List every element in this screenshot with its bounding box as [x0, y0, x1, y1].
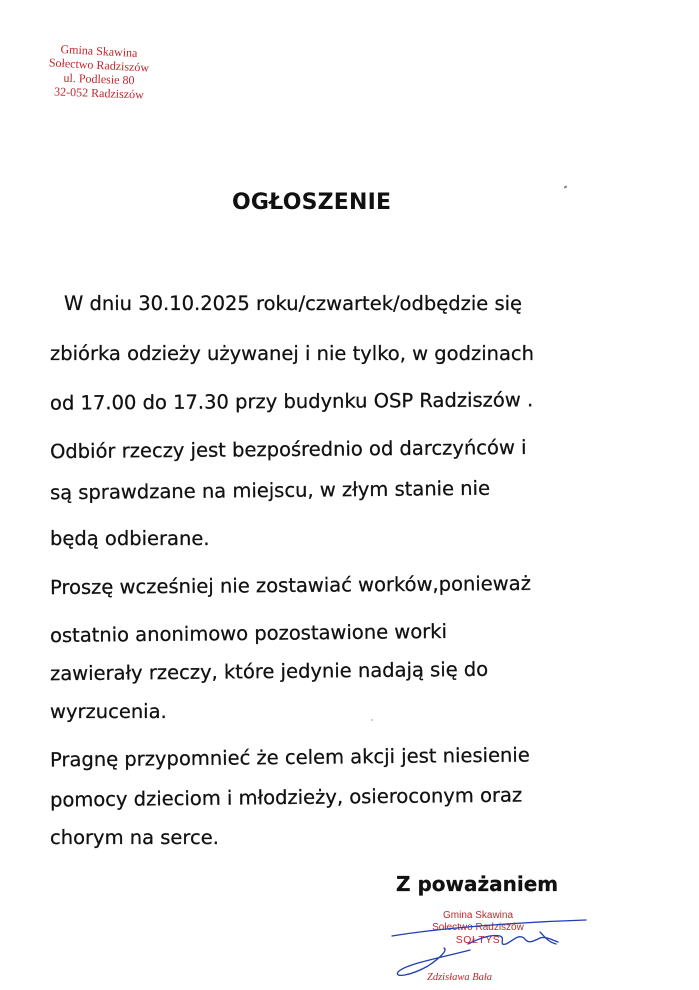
body-line-10: wyrzucenia. [50, 700, 167, 723]
body-line-11: Pragnę przypomnieć że celem akcji jest niesienie [49, 743, 530, 772]
body-line-2: zbiórka odzieży używanej i nie tylko, w godzinach [50, 342, 535, 365]
signature-stamp-name: Zdzisława Bała [427, 972, 493, 983]
stamp-line-municipality: Gmina Skawina [60, 41, 138, 61]
signature-loop-stroke [397, 948, 470, 975]
stamp-line-street: ul. Podlesie 80 [63, 70, 135, 88]
closing-salutation: Z poważaniem [396, 872, 559, 896]
body-line-3: od 17.00 do 17.30 przy budynku OSP Radziszów . [49, 388, 534, 415]
body-line-8: ostatnio anonimowo pozostawione worki [49, 619, 448, 648]
body-line-5: są sprawdzane na miejscu, w złym stanie nie [49, 476, 491, 505]
body-line-9: zawierały rzeczy, które jedynie nadają się do [49, 657, 489, 686]
body-line-13: chorym na serce. [50, 826, 219, 849]
body-line-4: Odbiór rzeczy jest bezpośrednio od darczyńców i [49, 435, 527, 464]
signature-stamp-municipality: Gmina Skawina [442, 910, 514, 921]
body-line-6: będą odbierane. [50, 527, 210, 550]
signature-stamp-role: SOŁTYS [455, 934, 501, 946]
stamp-line-postcode: 32-052 Radziszów [53, 84, 145, 102]
document-title: OGŁOSZENIE [232, 190, 392, 215]
body-line-1: W dniu 30.10.2025 roku/czwartek/odbędzie się [64, 292, 523, 315]
body-line-7: Proszę wcześniej nie zostawiać worków,ponieważ [49, 571, 531, 600]
body-line-12: pomocy dzieciom i młodzieży, osieroconym oraz [49, 783, 523, 812]
stamp-line-village: Sołectwo Radziszów [48, 55, 150, 75]
signature-stamp-village: Sołectwo Radziszów [432, 922, 524, 933]
signature-underline-stroke [392, 920, 586, 936]
